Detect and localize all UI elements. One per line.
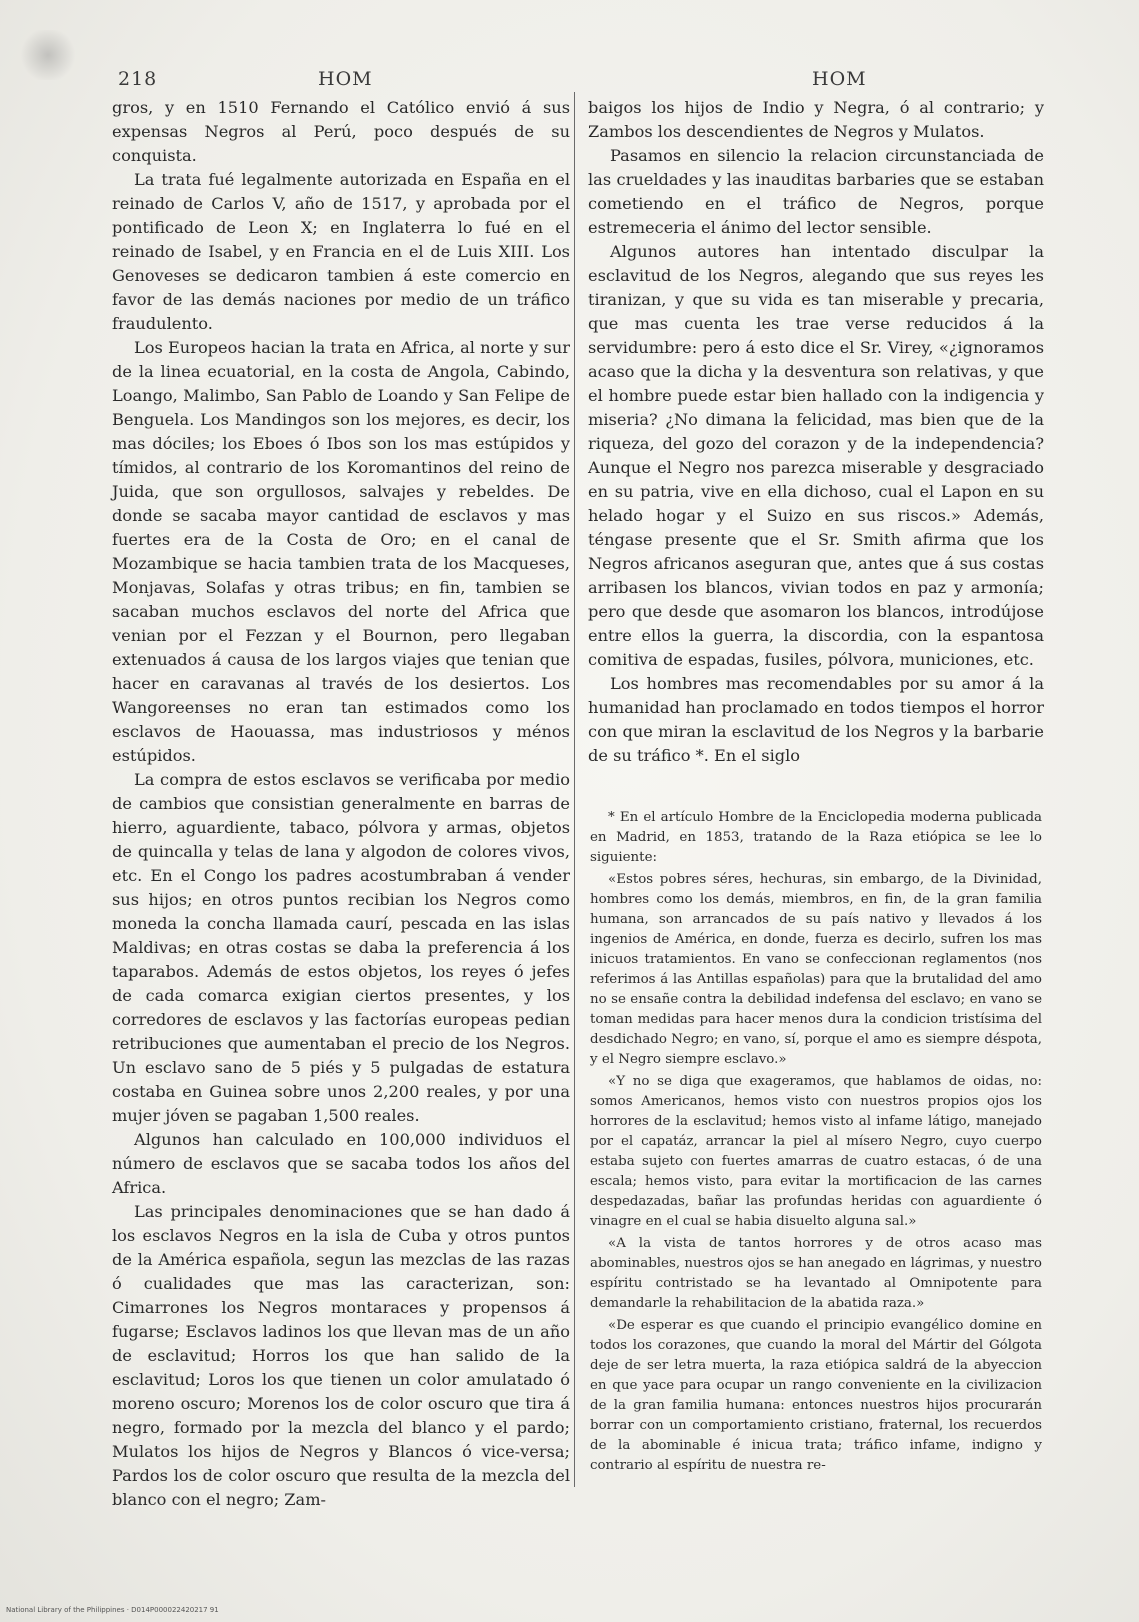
paragraph: La compra de estos esclavos se verificaba por medio de cambios que consistian generalmente en barras de hierro, aguardiente, tabaco, pólvora y armas, objetos de quincalla y telas de lana y algodon de colores vivos, etc. En el Congo los padres acostumbraban á vender sus hijos; en otros puntos recibian los Negros como moneda la concha llamada caurí, pescada en las islas Maldivas; en otras costas se daba la preferencia á los taparabos. Además de estos objetos, los reyes ó jefes de cada comarca exigian ciertos presentes, y los corredores de esclavos y las factorías europeas pedian retribuciones que aumentaban el precio de los Negros. Un esclavo sano de 5 piés y 5 pulgadas de estatura costaba en Guinea sobre unos 2,200 reales, y por una mujer jóven se pagaban 1,500 reales. (112, 770, 570, 1125)
right-column (588, 96, 1044, 768)
running-head-left: HOM (318, 68, 373, 90)
running-head-right: HOM (812, 68, 867, 90)
left-column (112, 96, 570, 1512)
ink-smudge (18, 30, 78, 80)
library-imprint: National Library of the Philippines · D014P000022420217 91 (6, 1606, 219, 1614)
paragraph: Pasamos en silencio la relacion circunstanciada de las crueldades y las inauditas barbaries que se estaban cometiendo en el tráfico de Negros, porque estremeceria el ánimo del lector sensible. (588, 146, 1044, 237)
paragraph: Algunos autores han intentado disculpar la esclavitud de los Negros, alegando que sus reyes les tiranizan, y que su vida es tan miserable y precaria, que mas cuenta les trae verse reducidos á la servidumbre: pero á esto dice el Sr. Virey, «¿ignoramos acaso que la dicha y la desventura son relativas, y que el hombre puede estar bien hallado con la indigencia y miseria? ¿No dimana la felicidad, mas bien que de la riqueza, del gozo del corazon y de la independencia? Aunque el Negro nos parezca miserable y desgraciado en su patria, vive en ella dichoso, cual el Lapon en su helado hogar y el Suizo en sus riscos.» Además, téngase presente que el Sr. Smith afirma que los Negros africanos aseguran que, antes que á sus costas arribasen los blancos, vivian todos en paz y armonía; pero que desde que asomaron los blancos, introdújose entre ellos la guerra, la discordia, con la espantosa comitiva de espadas, fusiles, pólvora, municiones, etc. (588, 242, 1044, 669)
paragraph: Las principales denominaciones que se han dado á los esclavos Negros en la isla de Cuba y otros puntos de la América española, segun las mezclas de las razas ó cualidades que mas las caracterizan, son: Cimarrones los Negros montaraces y propensos á fugarse; Esclavos ladinos los que llevan mas de un año de esclavitud; Horros los que han salido de la esclavitud; Loros los que tienen un color amulatado ó moreno oscuro; Morenos los de color oscuro que tira á negro, formado por la mezcla del blanco y el pardo; Mulatos los hijos de Negros y Blancos ó vice-versa; Pardos los de color oscuro que resulta de la mezcla del blanco con el negro; Zam- (112, 1202, 570, 1509)
paragraph: Algunos han calculado en 100,000 individuos el número de esclavos que se sacaba todos los años del Africa. (112, 1130, 570, 1197)
footnote-paragraph: «De esperar es que cuando el principio evangélico domine en todos los corazones, que cuando la moral del Mártir del Gólgota deje de ser letra muerta, la raza etiópica saldrá de la abyeccion en que yace para ocupar un rango conveniente en la civilizacion de la gran familia humana: entonces nuestros hijos procurarán borrar con un comportamiento cristiano, fraternal, los recuerdos de la abominable é inicua trata; tráfico infame, indigno y contrario al espíritu de nuestra re- (590, 1318, 1042, 1473)
paragraph: Los hombres mas recomendables por su amor á la humanidad han proclamado en todos tiempos el horror con que miran la esclavitud de los Negros y la barbarie de su tráfico *. En el siglo (588, 674, 1044, 765)
footnote-paragraph: «Y no se diga que exageramos, que hablamos de oidas, no: somos Americanos, hemos visto con nuestros propios ojos los horrores de la esclavitud; hemos visto al infame látigo, manejado por el capatáz, arrancar la piel al mísero Negro, cuyo cuerpo estaba sujeto con fuertes amarras de cuatro estacas, ó de una escala; hemos visto, para evitar la mortificacion de las carnes despedazadas, bañar las profundas heridas con aguardiente ó vinagre en el cual se habia disuelto alguna sal.» (590, 1074, 1042, 1229)
footnote-paragraph: «A la vista de tantos horrores y de otros acaso mas abominables, nuestros ojos se han anegado en lágrimas, y nuestro espíritu contristado se ha levantado al Omnipotente para demandarle la rehabilitacion de la abatida raza.» (590, 1236, 1042, 1311)
paragraph: Los Europeos hacian la trata en Africa, al norte y sur de la linea ecuatorial, en la costa de Angola, Cabindo, Loango, Malimbo, San Pablo de Loando y San Felipe de Benguela. Los Mandingos son los mejores, es decir, los mas dóciles; los Eboes ó Ibos son los mas estúpidos y tímidos, al contrario de los Koromantinos del reino de Juida, que son orgullosos, salvajes y rebeldes. De donde se sacaba mayor cantidad de esclavos y mas fuertes era de la Costa de Oro; en el canal de Mozambique se hacia tambien trata de los Macqueses, Monjavas, Solafas y otras tribus; en fin, tambien se sacaban muchos esclavos del norte del Africa que venian por el Fezzan y el Bournon, pero llegaban extenuados á causa de los largos viajes que tenian que hacer en caravanas al través de los desiertos. Los Wangoreenses no eran tan estimados como los esclavos de Haouassa, mas industriosos y ménos estúpidos. (112, 338, 570, 765)
paragraph: La trata fué legalmente autorizada en España en el reinado de Carlos V, año de 1517, y aprobada por el pontificado de Leon X; en Inglaterra lo fué en el reinado de Isabel, y en Francia en el de Luis XIII. Los Genoveses se dedicaron tambien á este comercio en favor de las demás naciones por medio de un tráfico fraudulento. (112, 170, 570, 333)
footnote-paragraph: «Estos pobres séres, hechuras, sin embargo, de la Divinidad, hombres como los demás, miembros, en fin, de la gran familia humana, son arrancados de su país nativo y llevados á los ingenios de América, en donde, fuerza es decirlo, sufren los mas inicuos tratamientos. En vano se confeccionan reglamentos (nos referimos á las Antillas españolas) para que la brutalidad del amo no se ensañe contra la debilidad indefensa del esclavo; en vano se toman medidas para hacer menos dura la condicion tristísima del desdichado Negro; en vano, sí, porque el amo es siempre déspota, y el Negro siempre esclavo.» (590, 872, 1042, 1067)
footnote-paragraph: * En el artículo Hombre de la Enciclopedia moderna publicada en Madrid, en 1853, tratando de la Raza etiópica se lee lo siguiente: (590, 810, 1042, 865)
column-divider (574, 92, 575, 1487)
paragraph: gros, y en 1510 Fernando el Católico envió á sus expensas Negros al Perú, poco después de su conquista. (112, 98, 570, 165)
paragraph: baigos los hijos de Indio y Negra, ó al contrario; y Zambos los descendientes de Negros y Mulatos. (588, 98, 1044, 141)
page-number: 218 (118, 68, 158, 90)
footnote (590, 808, 1042, 1478)
